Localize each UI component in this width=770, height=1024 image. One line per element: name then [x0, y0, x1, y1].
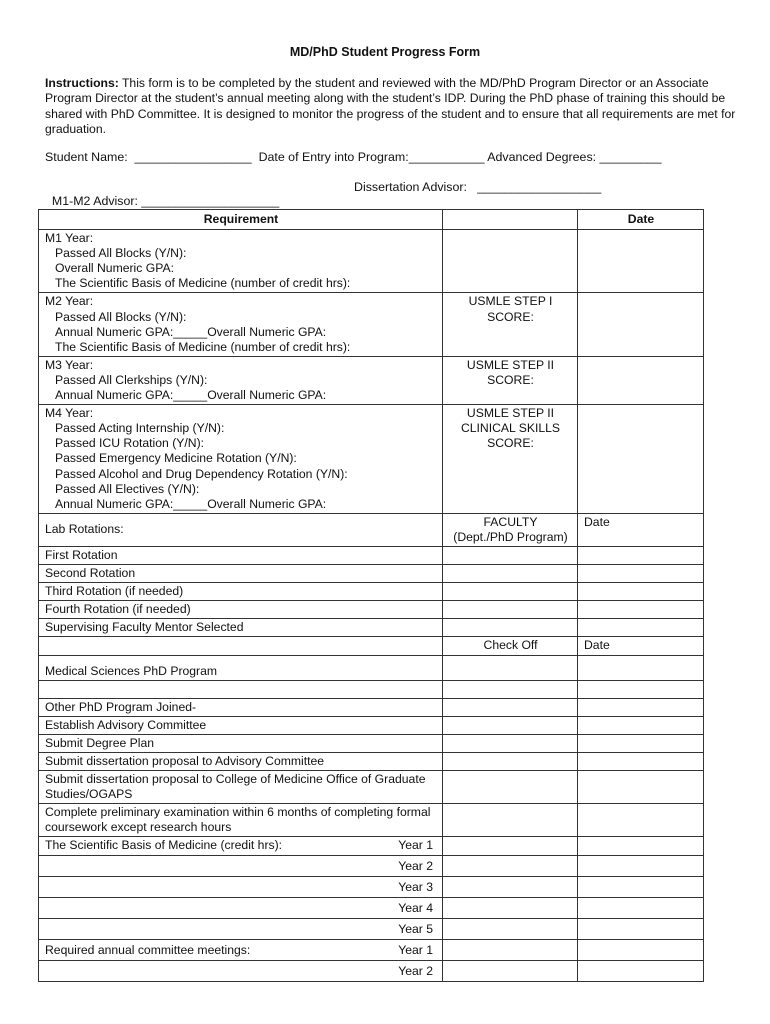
m4-item: Passed Acting Internship (Y/N): — [55, 421, 225, 436]
m3-exam-cell[interactable] — [443, 356, 578, 404]
table-row-meetings — [39, 939, 704, 960]
table-row — [39, 716, 704, 734]
m3-title: M3 Year: — [45, 357, 94, 372]
phd-item-label: Other PhD Program Joined- — [39, 698, 443, 716]
table-row — [39, 897, 704, 918]
rotation-label: Second Rotation — [39, 565, 443, 583]
phd-item-label: Submit Degree Plan — [39, 734, 443, 752]
instructions-text: This form is to be completed by the student and reviewed with the MD/PhD Program Director or an Associate Program Director at the student’s annual meeting along with the student’s IDP. During the PhD phase of training this should be shared with PhD Committee. It is designed to monitor the progress of the student and to ensure that all requirements are met for graduation. — [45, 76, 736, 136]
date-cell[interactable] — [578, 876, 704, 897]
checkoff-cell[interactable] — [443, 734, 578, 752]
m2-item: The Scientific Basis of Medicine (number of credit hrs): — [55, 339, 351, 354]
checkoff-cell[interactable] — [443, 855, 578, 876]
progress-table — [38, 209, 704, 982]
table-row-m2 — [39, 293, 704, 356]
rotation-label: First Rotation — [39, 546, 443, 564]
table-row — [39, 565, 704, 583]
checkoff-cell[interactable] — [443, 939, 578, 960]
table-row — [39, 601, 704, 619]
m4-exam-cell[interactable] — [443, 405, 578, 514]
meetings-cell — [39, 939, 443, 960]
date-cell[interactable] — [578, 601, 704, 619]
phd-item-label: Medical Sciences PhD Program — [39, 655, 443, 680]
checkoff-cell[interactable] — [443, 771, 578, 804]
date-cell[interactable] — [578, 619, 704, 637]
m3-date-cell[interactable] — [578, 356, 704, 404]
m4-title: M4 Year: — [45, 406, 94, 421]
m3-item: Passed All Clerkships (Y/N): — [55, 372, 208, 387]
dissertation-advisor-field[interactable]: Dissertation Advisor: __________________ — [354, 180, 602, 194]
checkoff-cell[interactable] — [443, 804, 578, 837]
date-cell[interactable] — [578, 804, 704, 837]
blank-cell — [39, 637, 443, 655]
lab-date-header: Date — [578, 513, 704, 546]
year-label: Year 1 — [398, 838, 433, 853]
date-cell[interactable] — [578, 655, 704, 680]
checkoff-cell[interactable] — [443, 961, 578, 982]
date-cell[interactable] — [578, 698, 704, 716]
header-date: Date — [578, 210, 704, 230]
table-row — [39, 771, 704, 804]
checkoff-cell[interactable] — [443, 698, 578, 716]
m4-item: Passed Emergency Medicine Rotation (Y/N): — [55, 451, 297, 466]
form-title: MD/PhD Student Progress Form — [289, 45, 481, 59]
m1-m2-advisor-field[interactable]: M1-M2 Advisor: ____________________ — [51, 194, 280, 208]
date-cell[interactable] — [578, 734, 704, 752]
table-row — [39, 583, 704, 601]
phd-item-label: Submit dissertation proposal to College of Medicine Office of Graduate Studies/OGAPS — [39, 771, 443, 804]
table-row — [39, 546, 704, 564]
date-cell[interactable] — [578, 546, 704, 564]
phd-item-label: Complete preliminary examination within 6 months of completing formal coursework except research hours — [39, 804, 443, 837]
m2-exam-cell[interactable] — [443, 293, 578, 356]
sbm-label: The Scientific Basis of Medicine (credit hrs): — [45, 838, 283, 853]
m2-cell — [39, 293, 443, 356]
faculty-cell[interactable] — [443, 619, 578, 637]
table-row — [39, 619, 704, 637]
m4-item: Annual Numeric GPA:_____Overall Numeric GPA: — [55, 496, 327, 511]
exam-label: CLINICAL SKILLS — [460, 421, 561, 436]
rotation-label: Fourth Rotation (if needed) — [39, 601, 443, 619]
table-row — [39, 804, 704, 837]
date-cell[interactable] — [578, 897, 704, 918]
table-row-m4 — [39, 405, 704, 514]
checkoff-cell[interactable] — [443, 716, 578, 734]
table-row — [39, 855, 704, 876]
date-cell[interactable] — [578, 716, 704, 734]
m1-date-cell[interactable] — [578, 230, 704, 293]
m2-item: Annual Numeric GPA:_____Overall Numeric GPA: — [55, 324, 327, 339]
m1-cell — [39, 230, 443, 293]
header-requirement: Requirement — [39, 210, 443, 230]
faculty-cell[interactable] — [443, 601, 578, 619]
year-label: Year 4 — [39, 897, 443, 918]
date-cell[interactable] — [578, 837, 704, 855]
year-label: Year 5 — [39, 918, 443, 939]
meetings-label: Required annual committee meetings: — [45, 942, 251, 957]
sbm-cell — [39, 837, 443, 855]
lab-rotations-label: Lab Rotations: — [39, 513, 443, 546]
date-cell[interactable] — [578, 855, 704, 876]
table-row — [39, 918, 704, 939]
year-label: Year 2 — [39, 855, 443, 876]
table-row-checkoff-header — [39, 637, 704, 655]
table-row — [39, 753, 704, 771]
table-row — [39, 961, 704, 982]
m4-item: Passed All Electives (Y/N): — [55, 481, 200, 496]
date-cell[interactable] — [578, 918, 704, 939]
instructions — [45, 76, 740, 137]
faculty-label: FACULTY — [483, 514, 538, 529]
instructions-label: Instructions: — [45, 76, 119, 90]
table-row — [39, 876, 704, 897]
date-cell[interactable] — [578, 680, 704, 698]
date-cell[interactable] — [578, 753, 704, 771]
table-row — [39, 734, 704, 752]
phd-item-label — [39, 680, 443, 698]
year-label: Year 2 — [39, 961, 443, 982]
checkoff-cell[interactable] — [443, 918, 578, 939]
mentor-label: Supervising Faculty Mentor Selected — [39, 619, 443, 637]
date-cell[interactable] — [578, 583, 704, 601]
exam-label: USMLE STEP II — [466, 406, 555, 421]
m2-item: Passed All Blocks (Y/N): — [55, 309, 187, 324]
checkoff-cell[interactable] — [443, 680, 578, 698]
date-cell[interactable] — [578, 939, 704, 960]
checkoff-cell[interactable] — [443, 655, 578, 680]
year-label: Year 3 — [39, 876, 443, 897]
table-row-m1 — [39, 230, 704, 293]
exam-label: USMLE STEP II — [466, 357, 555, 372]
checkoff-header: Check Off — [443, 637, 578, 655]
m2-title: M2 Year: — [45, 294, 94, 309]
checkoff-cell[interactable] — [443, 837, 578, 855]
header-blank — [443, 210, 578, 230]
m1-item: Overall Numeric GPA: — [55, 261, 174, 276]
faculty-cell[interactable] — [443, 546, 578, 564]
m4-cell — [39, 405, 443, 514]
faculty-sub-label: (Dept./PhD Program) — [453, 529, 568, 544]
m3-item: Annual Numeric GPA:_____Overall Numeric GPA: — [55, 388, 327, 403]
date-cell[interactable] — [578, 565, 704, 583]
table-row — [39, 698, 704, 716]
phd-item-label: Submit dissertation proposal to Advisory Committee — [39, 753, 443, 771]
faculty-cell[interactable] — [443, 583, 578, 601]
date-cell[interactable] — [578, 961, 704, 982]
table-row-lab — [39, 513, 704, 546]
table-row-sbm — [39, 837, 704, 855]
table-row-m3 — [39, 356, 704, 404]
m3-cell — [39, 356, 443, 404]
table-row — [39, 680, 704, 698]
checkoff-date-header: Date — [578, 637, 704, 655]
m4-item: Passed ICU Rotation (Y/N): — [55, 436, 205, 451]
exam-label: SCORE: — [487, 436, 534, 451]
m2-date-cell[interactable] — [578, 293, 704, 356]
student-info-line[interactable]: Student Name: _________________ Date of Entry into Program:___________ Advanced Degrees: _________ — [45, 150, 662, 164]
year-label: Year 1 — [398, 942, 433, 957]
date-cell[interactable] — [578, 771, 704, 804]
faculty-cell[interactable] — [443, 565, 578, 583]
table-header-row — [39, 210, 704, 230]
m1-item: Passed All Blocks (Y/N): — [55, 246, 187, 261]
exam-label: USMLE STEP I — [468, 294, 553, 309]
m4-date-cell[interactable] — [578, 405, 704, 514]
m4-item: Passed Alcohol and Drug Dependency Rotation (Y/N): — [55, 466, 348, 481]
table-row — [39, 655, 704, 680]
checkoff-cell[interactable] — [443, 897, 578, 918]
exam-label: SCORE: — [487, 309, 534, 324]
phd-item-label: Establish Advisory Committee — [39, 716, 443, 734]
m1-title: M1 Year: — [45, 231, 94, 246]
checkoff-cell[interactable] — [443, 876, 578, 897]
rotation-label: Third Rotation (if needed) — [39, 583, 443, 601]
exam-label: SCORE: — [487, 372, 534, 387]
m1-item: The Scientific Basis of Medicine (number of credit hrs): — [55, 276, 351, 291]
m1-score-cell[interactable] — [443, 230, 578, 293]
faculty-header — [443, 513, 578, 546]
checkoff-cell[interactable] — [443, 753, 578, 771]
